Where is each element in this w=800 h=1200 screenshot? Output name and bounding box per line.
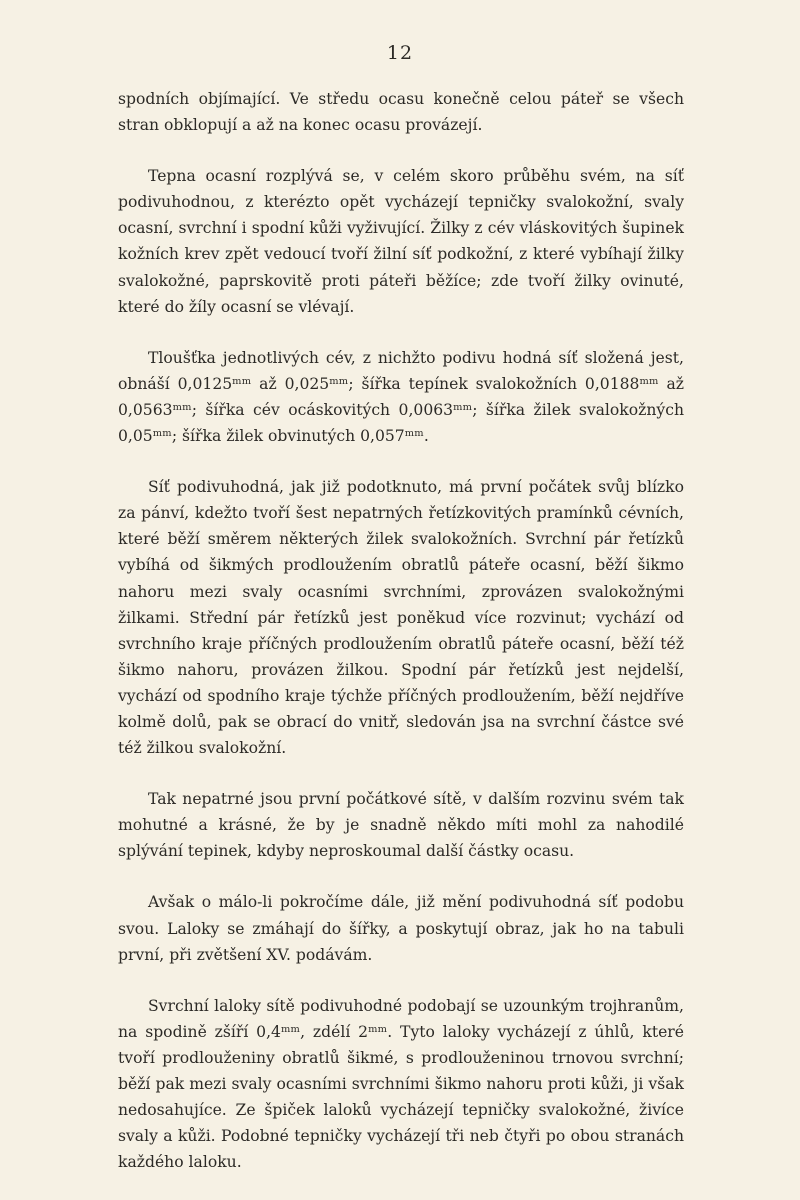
- paragraph: Svrchní laloky sítě podivuhodné podobají se uzounkým trojhranům, na spodině zšíří 0,4ᵐᵐ, zdélí 2ᵐᵐ. Tyto laloky vycházejí z úhlů, které tvoří prodlouženiny obratlů šikmé, s prodlouženinou trnovou svrchní; běží pak mezi svaly ocasními svrchními šikmo nahoru proti kůži, ji však nedosahujíce. Ze špiček laloků vycházejí tepničky svalokožné, živíce svaly a kůži. Podobné tepničky vycházejí tři neb čtyři po obou stranách každého laloku.: [118, 996, 684, 1172]
- body-text: [118, 86, 684, 1200]
- paragraph: Tak nepatrné jsou první počátkové sítě, v dalším rozvinu svém tak mohutné a krásné, že by je snadně někdo míti mohl za nahodilé splývání tepinek, kdyby neproskoumal další částky ocasu.: [118, 790, 684, 861]
- paragraph: Avšak o málo-li pokročíme dále, již mění podivuhodná síť podobu svou. Laloky se zmáhají do šířky, a poskytují obraz, jak ho na tabuli první, při zvětšení XV. podávám.: [118, 893, 684, 964]
- paragraph: Tloušťka jednotlivých cév, z nichžto podivu hodná síť složená jest, obnáší 0,0125ᵐᵐ až 0,025ᵐᵐ; šířka tepínek svalokožních 0,0188ᵐᵐ až 0,0563ᵐᵐ; šířka cév ocáskovitých 0,0063ᵐᵐ; šířka žilek svalokožných 0,05ᵐᵐ; šířka žilek obvinutých 0,057ᵐᵐ.: [118, 348, 684, 446]
- paragraph: spodních objímající. Ve středu ocasu konečně celou páteř se všech stran obklopují a až na konec ocasu provázejí.: [118, 90, 684, 135]
- page-number: 12: [386, 42, 414, 64]
- paragraph: Tepna ocasní rozplývá se, v celém skoro průběhu svém, na síť podivuhodnou, z kterézto opět vycházejí tepničky svalokožní, svaly ocasní, svrchní i spodní kůži vyživující. Žilky z cév vláskovitých šupinek kožních krev zpět vedoucí tvoří žilní síť podkožní, z které vybíhají žilky svalokožné, paprskovitě proti páteři běžíce; zde tvoří žilky ovinuté, které do žíly ocasní se vlévají.: [118, 167, 684, 316]
- paragraph: Síť podivuhodná, jak již podotknuto, má první počátek svůj blízko za pánví, kdežto tvoří šest nepatrných řetízkovitých pramínků cévních, které běží směrem některých žilek svalokožních. Svrchní pár řetízků vybíhá od šikmých prodloužením obratlů páteře ocasní, běží šikmo nahoru mezi svaly ocasními svrchními, zprovázen svalokožnými žilkami. Střední pár řetízků jest poněkud více rozvinut; vychází od svrchního kraje příčných prodloužením obratlů páteře ocasní, běží též šikmo nahoru, provázen žilkou. Spodní pár řetízků jest nejdelší, vychází od spodního kraje týchže příčných prodloužením, běží nejdříve kolmě dolů, pak se obrací do vnitř, sledován jsa na svrchní částce své též žilkou svalokožní.: [118, 478, 684, 758]
